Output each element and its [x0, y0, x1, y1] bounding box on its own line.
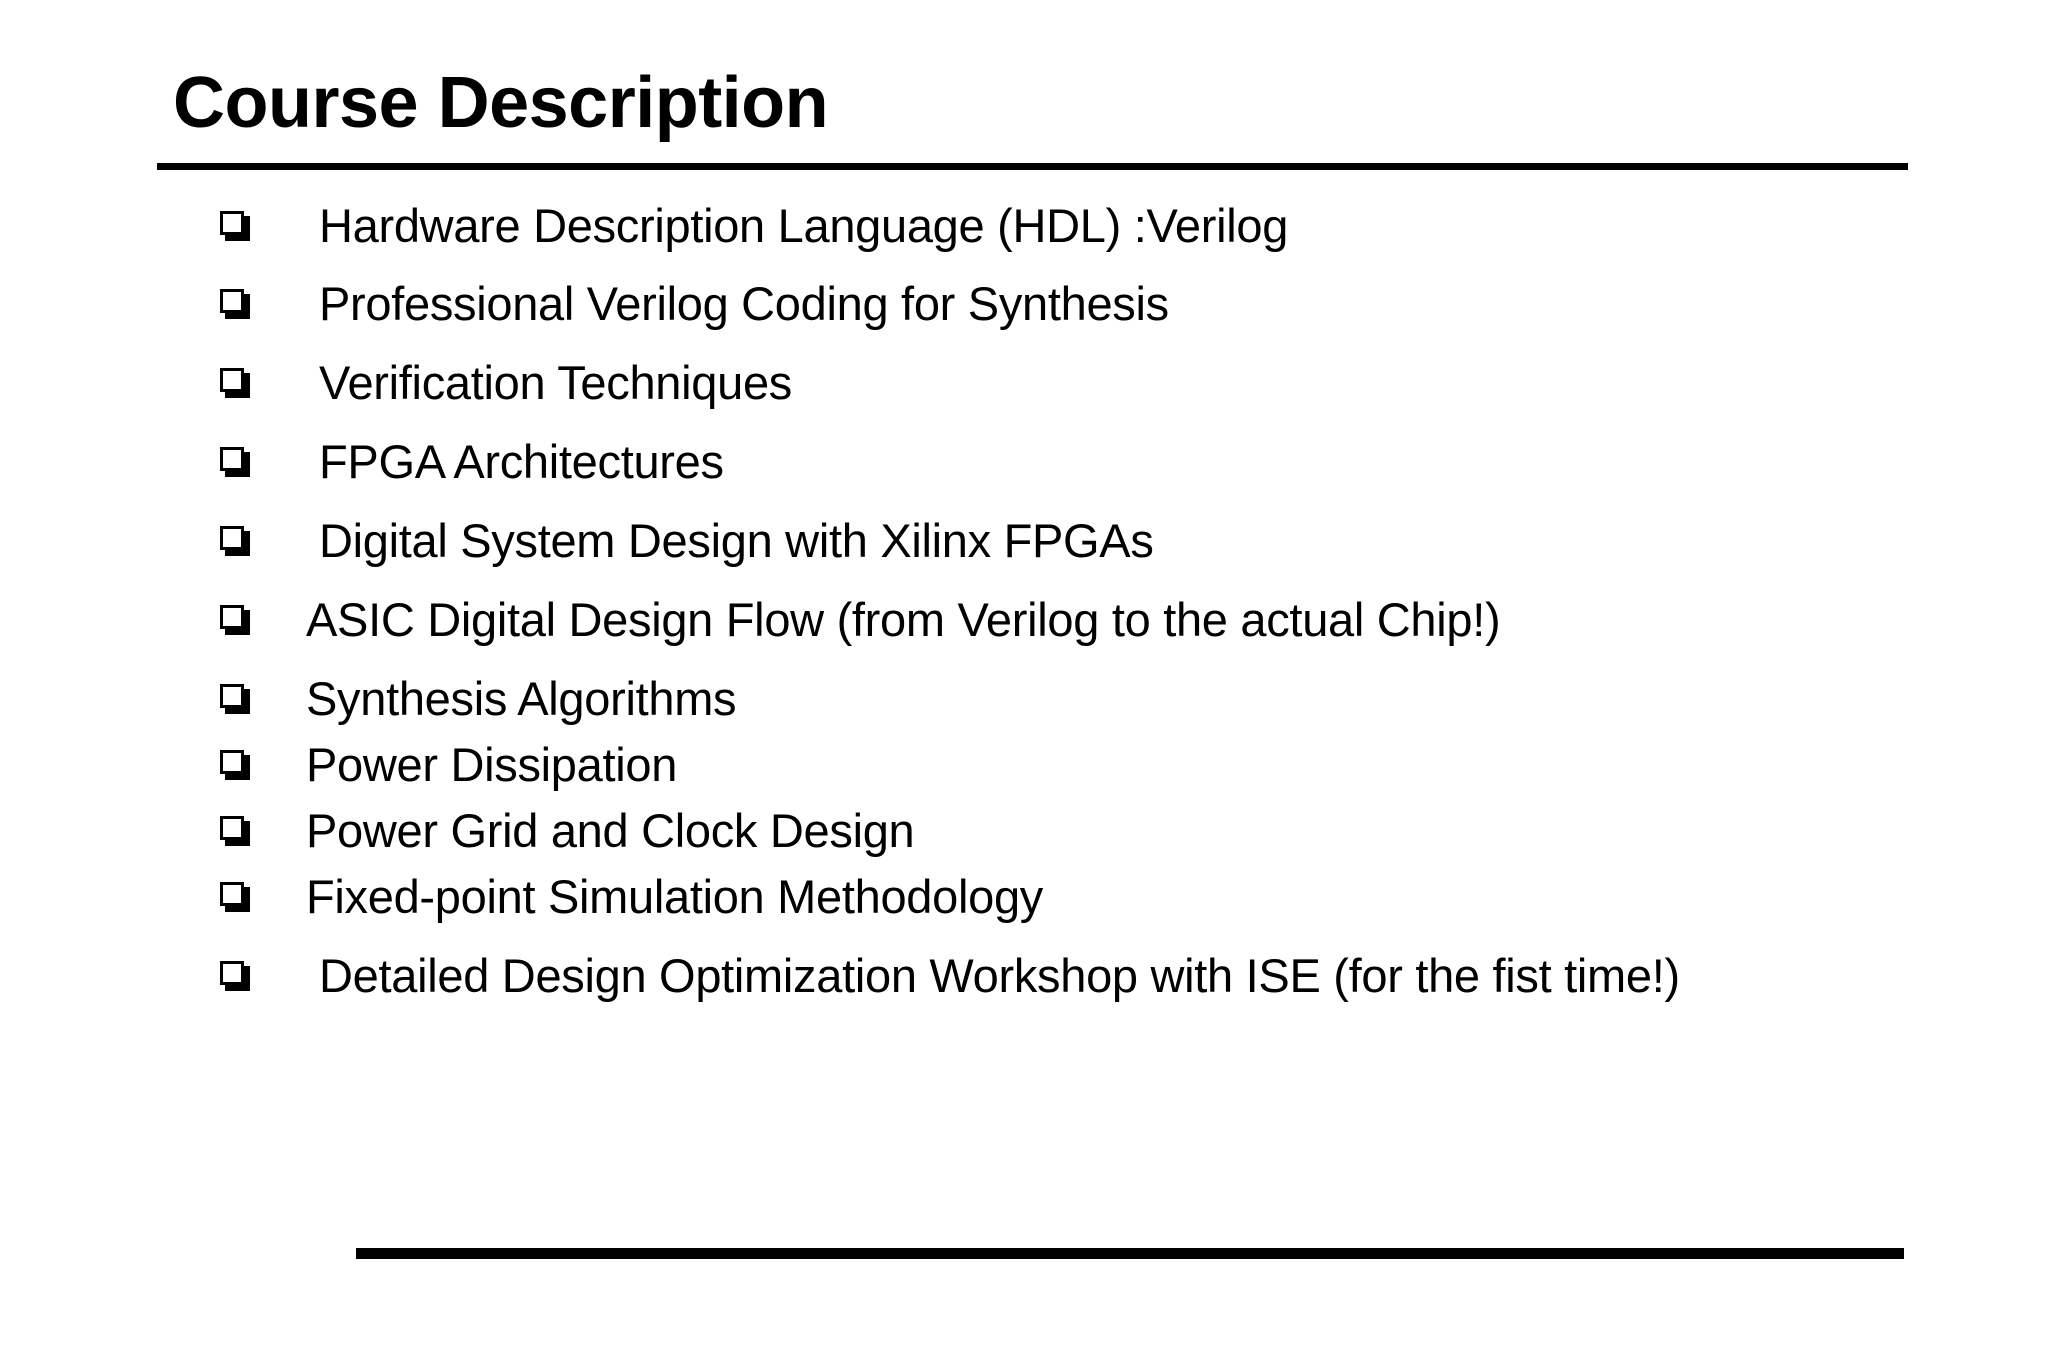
- checkbox-icon: [220, 605, 250, 635]
- checkbox-icon: [220, 750, 250, 780]
- list-item-label: Verification Techniques: [319, 356, 792, 409]
- checkbox-icon: [220, 368, 250, 398]
- list-item-verification: [220, 351, 792, 415]
- list-item-label: Synthesis Algorithms: [306, 672, 737, 725]
- list-item-power-grid-clock: [220, 799, 914, 863]
- list-item-digital-system-design: [220, 509, 1154, 573]
- list-item-power-dissipation: [220, 733, 677, 797]
- footer-rule: [356, 1248, 1904, 1259]
- list-item-label: FPGA Architectures: [319, 435, 724, 488]
- checkbox-icon: [220, 684, 250, 714]
- checkbox-icon: [220, 289, 250, 319]
- list-item-label: ASIC Digital Design Flow (from Verilog to the actual Chip!): [306, 593, 1501, 646]
- list-item-hdl-verilog: [220, 194, 1288, 258]
- list-item-synthesis-algorithms: [220, 667, 736, 731]
- list-item-label: Hardware Description Language (HDL) :Verilog: [319, 199, 1289, 252]
- list-item-label: Power Dissipation: [306, 738, 678, 791]
- checkbox-icon: [220, 961, 250, 991]
- title-underline: [157, 163, 1908, 170]
- list-item-label: Professional Verilog Coding for Synthesis: [319, 277, 1169, 330]
- list-item-fixed-point-simulation: [220, 865, 1043, 929]
- list-item-verilog-coding: [220, 272, 1169, 336]
- list-item-design-optimization-workshop: [220, 944, 1680, 1008]
- list-item-fpga-architectures: [220, 430, 724, 494]
- list-item-asic-flow: [220, 588, 1500, 652]
- list-item-label: Detailed Design Optimization Workshop with ISE (for the fist time!): [319, 949, 1680, 1002]
- checkbox-icon: [220, 816, 250, 846]
- slide-title: Course Description: [173, 63, 829, 143]
- checkbox-icon: [220, 447, 250, 477]
- list-item-label: Power Grid and Clock Design: [306, 804, 915, 857]
- checkbox-icon: [220, 882, 250, 912]
- list-item-label: Digital System Design with Xilinx FPGAs: [319, 514, 1154, 567]
- checkbox-icon: [220, 526, 250, 556]
- checkbox-icon: [220, 211, 250, 241]
- list-item-label: Fixed-point Simulation Methodology: [306, 870, 1043, 923]
